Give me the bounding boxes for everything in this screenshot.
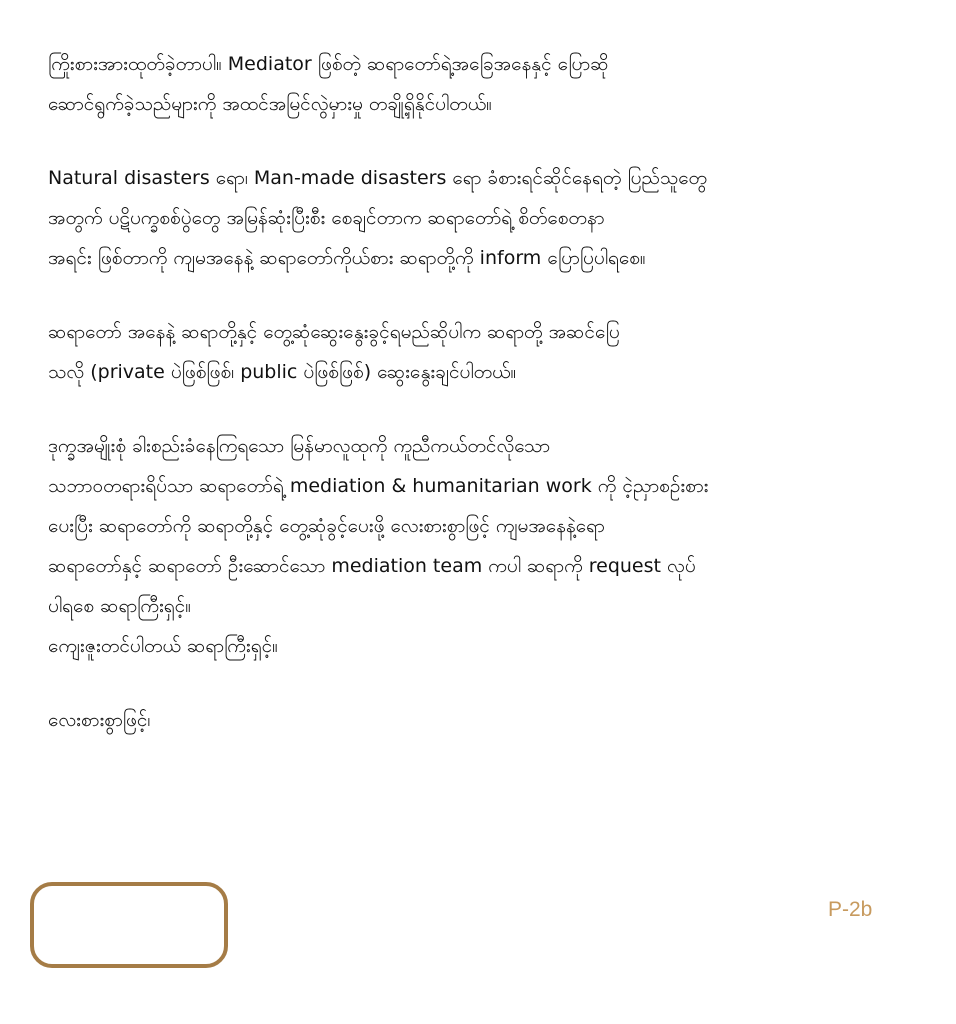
paragraph-line: သလို (private ပဲဖြစ်ဖြစ်၊ public ပဲဖြစ်ဖြစ်) ဆွေးနွေးချင်ပါတယ်။ — [48, 361, 517, 383]
paragraph-line: ဒုက္ခအမျိုးစုံ ခါးစည်းခံနေကြရသော မြန်မာလူထုကို ကူညီကယ်တင်လိုသော — [48, 435, 551, 457]
paragraph-line: ပါရစေ ဆရာကြီးရှင့်။ — [48, 595, 191, 617]
paragraph-line: အရင်း ဖြစ်တာကို ကျမအနေနဲ့ ဆရာတော်ကိုယ်စား ဆရာတို့ကို inform ပြောပြပါရစေ။ — [48, 247, 646, 269]
paragraph-line: ဆရာတော်နှင့် ဆရာတော် ဦးဆောင်သော mediation team ကပါ ဆရာကို request လုပ် — [48, 555, 696, 577]
paragraph-line: ပေးပြီး ဆရာတော်ကို ဆရာတို့နှင့် တွေ့ဆုံခွင့်ပေးဖို့ လေးစားစွာဖြင့် ကျမအနေနဲ့ရော — [48, 515, 605, 537]
signature-box — [30, 882, 228, 968]
paragraph-1 — [48, 44, 908, 124]
paragraph-line: သဘာဝတရားရိပ်သာ ဆရာတော်ရဲ့ mediation & humanitarian work ကို ငဲ့ညှာစဥ်းစား — [48, 475, 709, 497]
letter-body — [48, 44, 908, 740]
paragraph-2 — [48, 158, 908, 278]
paragraph-line: ဆရာတော် အနေနဲ့ ဆရာတို့နှင့် တွေ့ဆုံဆွေးနွေးခွင့်ရမည်ဆိုပါက ဆရာတို့ အဆင်ပြေ — [48, 321, 620, 343]
closing-salutation: လေးစားစွာဖြင့်၊ — [48, 709, 151, 731]
paragraph-3 — [48, 312, 908, 392]
paragraph-line: အတွက် ပဋိပက္ခစစ်ပွဲတွေ အမြန်ဆုံးပြီးစီး စေချင်တာက ဆရာတော်ရဲ့ စိတ်စေတနာ — [48, 207, 605, 229]
paragraph-line: ကြိုးစားအားထုတ်ခဲ့တာပါ။ Mediator ဖြစ်တဲ့ ဆရာတော်ရဲ့အခြေအနေနှင့် ပြောဆို — [48, 53, 609, 75]
paragraph-4 — [48, 426, 908, 666]
page-code: P-2b — [828, 898, 873, 921]
paragraph-line: ကျေးဇူးတင်ပါတယ် ဆရာကြီးရှင့်။ — [48, 635, 278, 657]
paragraph-line: ဆောင်ရွက်ခဲ့သည်များကို အထင်အမြင်လွဲမှားမှု တချို့ရှိနိုင်ပါတယ်။ — [48, 93, 492, 115]
paragraph-line: Natural disasters ရော၊ Man-made disasters ရော ခံစားရင်ဆိုင်နေရတဲ့ ပြည်သူတွေ — [48, 167, 708, 189]
